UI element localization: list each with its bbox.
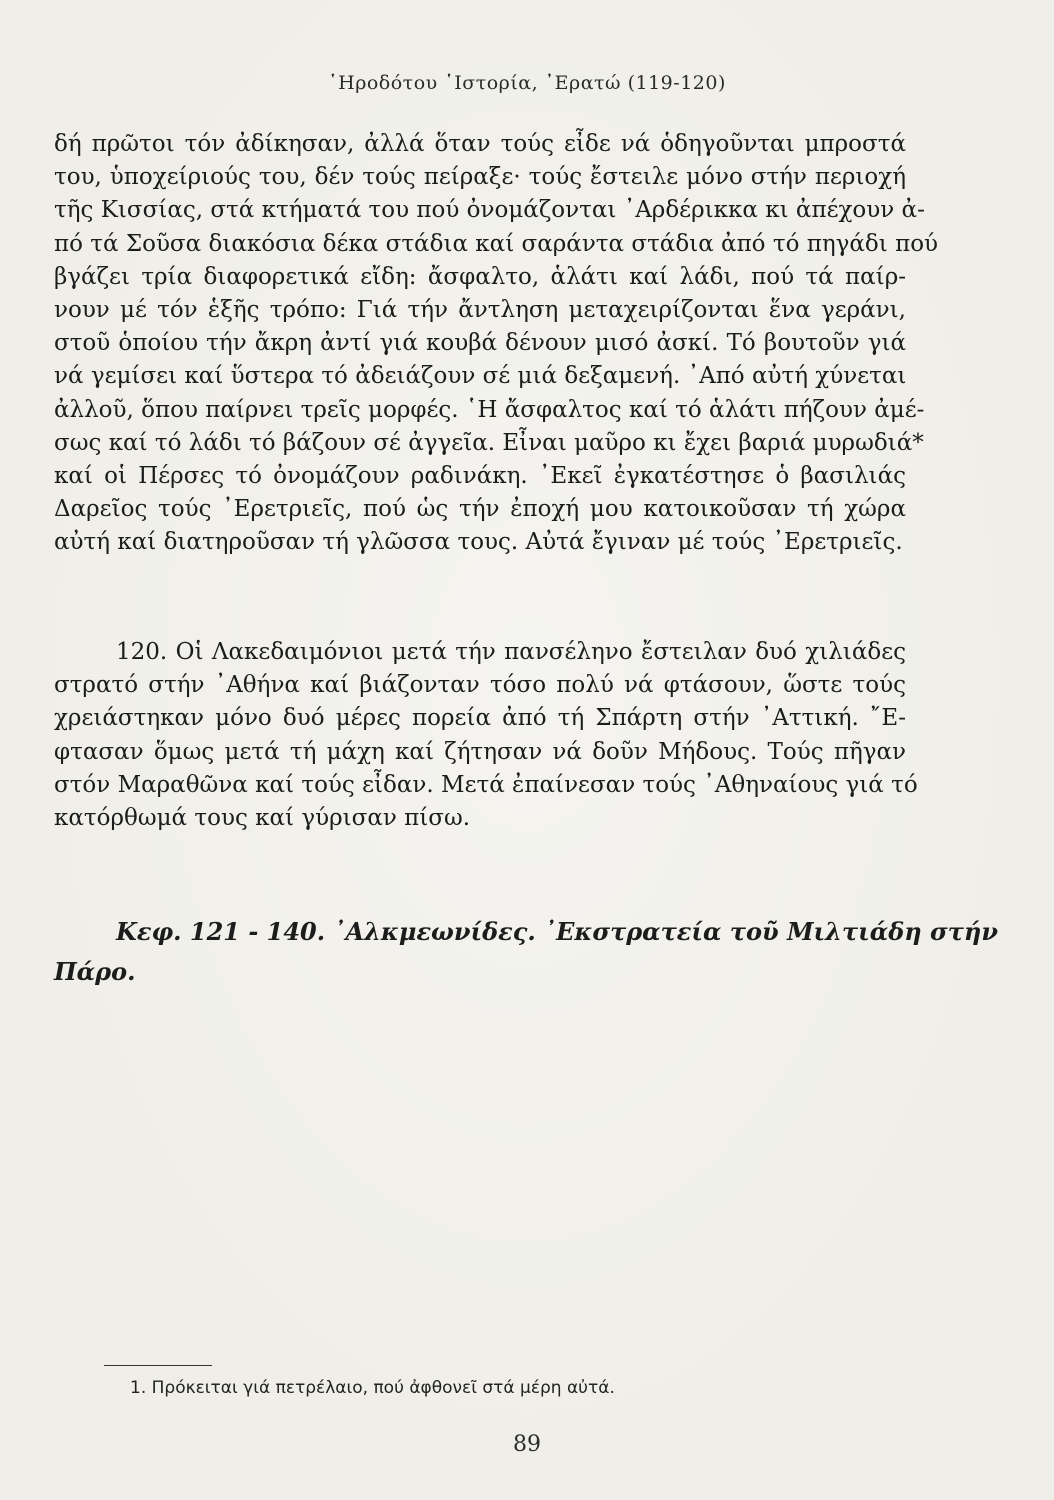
text-line: σως καί τό λάδι τό βάζουν σέ ἀγγεῖα. Εἶναι μαῦρο κι ἔχει βαριά μυρωδιά* [54, 429, 924, 456]
text-line: δή πρῶτοι τόν ἀδίκησαν, ἀλλά ὅταν τούς εἶδε νά ὁδηγοῦνται μπροστά [54, 131, 906, 157]
text-line: αὐτή καί διατηροῦσαν τή γλῶσσα τους. Αὐτά ἔγιναν μέ τούς ᾿Ερετριεῖς. [54, 529, 903, 556]
text-line: χρειάστηκαν μόνο δυό μέρες πορεία ἀπό τή Σπάρτη στήν ᾿Αττική. ῎Ε- [54, 705, 906, 732]
paragraph-120 [54, 636, 918, 835]
text-line: βγάζει τρία διαφορετικά εἴδη: ἄσφαλτο, ἁλάτι καί λάδι, πού τά παίρ- [54, 263, 906, 290]
chapter-heading [54, 912, 998, 992]
text-line: καί οἱ Πέρσες τό ὀνομάζουν ραδινάκη. ᾿Εκεῖ ἐγκατέστησε ὁ βασιλιάς [54, 463, 906, 490]
text-line-indented [54, 636, 906, 669]
text-line: Δαρεῖος τούς ᾿Ερετριεῖς, πού ὡς τήν ἐποχή μου κατοικοῦσαν τή χώρα [54, 496, 906, 523]
footnote: 1. Πρόκειται γιά πετρέλαιο, πού ἀφθονεῖ στά μέρη αὐτά. [130, 1378, 615, 1398]
text-line: στόν Μαραθῶνα καί τούς εἶδαν. Μετά ἐπαίνεσαν τούς ᾿Αθηναίους γιά τό [54, 771, 918, 798]
paragraph-119-continuation [54, 128, 939, 560]
text-line-content: 120. Οἱ Λακεδαιμόνιοι μετά τήν πανσέληνο ἔστειλαν δυό χιλιάδες [116, 639, 906, 665]
text-line: στοῦ ὁποίου τήν ἄκρη ἀντί γιά κουβά δένουν μισό ἀσκί. Τό βουτοῦν γιά [54, 330, 906, 357]
text-line: πό τά Σοῦσα διακόσια δέκα στάδια καί σαράντα στάδια ἀπό τό πηγάδι πού [54, 230, 939, 257]
text-line: φτασαν ὅμως μετά τή μάχη καί ζήτησαν νά δοῦν Μήδους. Τούς πῆγαν [54, 738, 906, 765]
chapter-heading-line: Κεφ. 121 - 140. ᾿Αλκμεωνίδες. ᾿Εκστρατεία τοῦ Μιλτιάδη στήν [116, 917, 998, 946]
text-line: ἀλλοῦ, ὅπου παίρνει τρεῖς μορφές. ῾Η ἄσφαλτος καί τό ἁλάτι πήζουν ἀμέ- [54, 396, 925, 423]
footnote-divider [104, 1365, 212, 1366]
page-number: 89 [513, 1432, 541, 1457]
text-line: στρατό στήν ᾿Αθήνα καί βιάζονταν τόσο πολύ νά φτάσουν, ὥστε τούς [54, 672, 906, 699]
running-header: ῾Ηροδότου ῾Ιστορία, ᾿Ερατώ (119-120) [328, 72, 726, 94]
text-line: νουν μέ τόν ἑξῆς τρόπο: Γιά τήν ἄντληση μεταχειρίζονται ἕνα γεράνι, [54, 297, 906, 324]
text-line: τῆς Κισσίας, στά κτήματά του πού ὀνομάζονται ᾿Αρδέρικκα κι ἀπέχουν ἀ- [54, 197, 925, 224]
chapter-heading-line: Πάρο. [54, 957, 136, 986]
text-line: κατόρθωμά τους καί γύρισαν πίσω. [54, 805, 471, 832]
text-line: νά γεμίσει καί ὕστερα τό ἀδειάζουν σέ μιά δεξαμενή. ᾿Από αὐτή χύνεται [54, 363, 907, 390]
text-line: του, ὑποχείριούς του, δέν τούς πείραξε· τούς ἔστειλε μόνο στήν περιοχή [54, 164, 906, 191]
